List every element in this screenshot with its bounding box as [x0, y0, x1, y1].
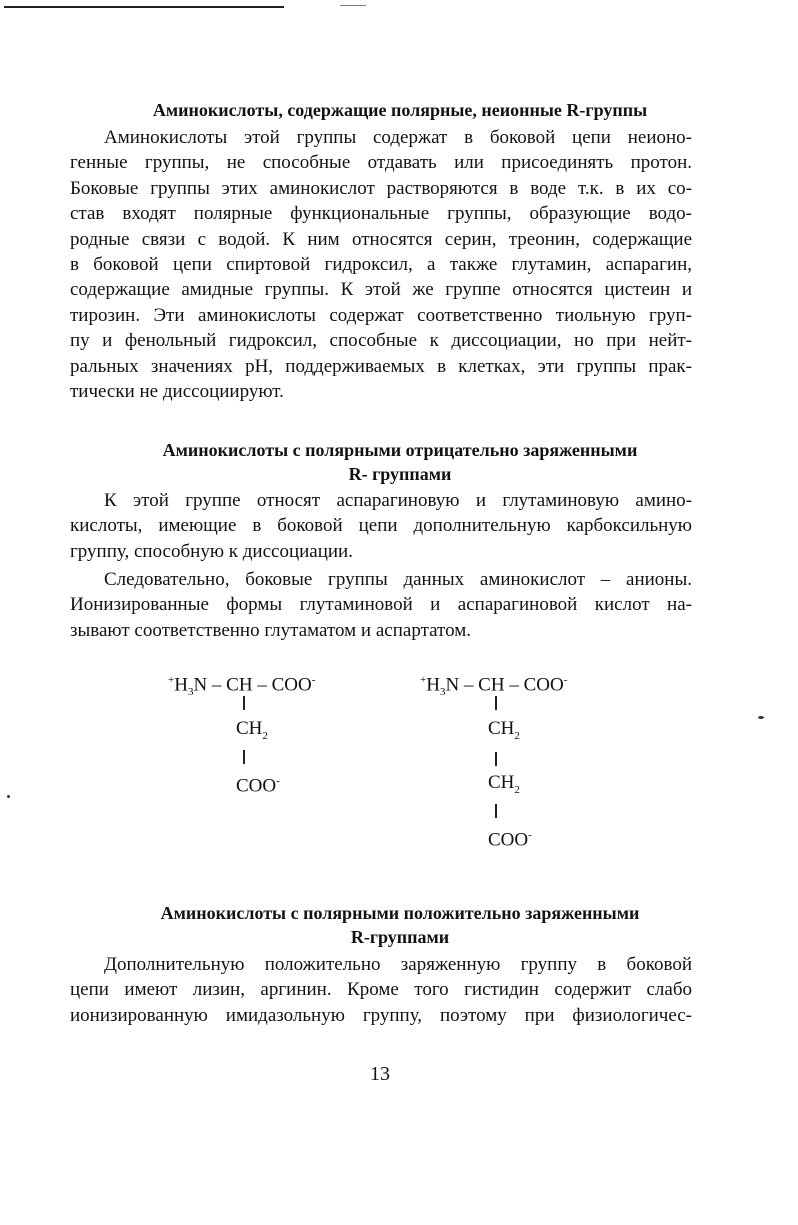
scan-speck	[7, 795, 10, 798]
text-line: родные связи с водой. К ним относятся серин, треонин, содержащие	[70, 228, 692, 250]
page-number: 13	[370, 1063, 390, 1085]
heading-negative	[70, 438, 730, 486]
heading-line: R-группами	[350, 927, 450, 947]
text-line: группу, способную к диссоциации.	[70, 540, 353, 562]
formula-coo: COO-	[236, 775, 280, 797]
top-rule-short	[340, 5, 366, 6]
text-line: Дополнительную положительно заряженную группу в боковой	[104, 954, 692, 975]
bond-line	[243, 750, 245, 764]
text-line: в боковой цепи спиртовой гидроксил, а также глутамин, аспарагин,	[70, 253, 692, 275]
text-line: тически не диссоциируют.	[70, 380, 284, 402]
text-line: тирозин. Эти аминокислоты содержат соответственно тиольную груп-	[70, 304, 692, 326]
heading-line: R- группами	[348, 464, 452, 484]
heading-line: Аминокислоты с полярными положительно заряженными	[160, 903, 640, 923]
text-line: К этой группе относят аспарагиновую и глутаминовую амино-	[104, 490, 692, 511]
scan-speck	[758, 716, 764, 719]
bond-line	[243, 696, 245, 710]
paragraph-positive	[70, 952, 692, 1028]
heading-line: Аминокислоты с полярными отрицательно заряженными	[162, 440, 638, 460]
formula-coo: COO-	[488, 829, 532, 851]
formula-backbone: $^+H_3N$ – CH – COO-	[168, 674, 316, 699]
text-line: содержащие амидные группы. К этой же группе относятся цистеин и	[70, 279, 692, 301]
text-line: зывают соответственно глутаматом и аспартатом.	[70, 619, 472, 641]
paragraph-negative-1	[70, 488, 692, 564]
text-line: Аминокислоты этой группы содержат в боковой цепи неионо-	[104, 127, 692, 148]
text-line: Следовательно, боковые группы данных аминокислот – анионы.	[104, 569, 692, 590]
text-line: Боковые группы этих аминокислот растворяются в воде т.к. в их со-	[70, 177, 692, 199]
text-line: пу и фенольный гидроксил, способные к диссоциации, но при нейт-	[70, 330, 692, 352]
text-line: цепи имеют лизин, аргинин. Кроме того гистидин содержит слабо	[70, 979, 692, 1001]
bond-line	[495, 804, 497, 818]
text-line: кислоты, имеющие в боковой цепи дополнительную карбоксильную	[70, 515, 692, 537]
text-line: Ионизированные формы глутаминовой и аспарагиновой кислот на-	[70, 594, 692, 616]
bond-line	[495, 752, 497, 766]
top-rule	[4, 6, 284, 8]
formula-backbone: $^+H_3N$ – CH – COO-	[420, 674, 568, 699]
heading-positive	[70, 901, 730, 949]
paragraph-polar-nonionic	[70, 125, 692, 404]
formula-ch2: $CH_2$	[488, 718, 520, 742]
paragraph-negative-2	[70, 567, 692, 643]
text-line: генные группы, не способные отдавать или присоединять протон.	[70, 152, 692, 174]
formula-ch2: $CH_2$	[236, 718, 268, 742]
heading-polar-nonionic: Аминокислоты, содержащие полярные, неионные R-группы	[152, 100, 648, 120]
formula-ch2: $CH_2$	[488, 772, 520, 796]
text-line: став входят полярные функциональные группы, образующие водо-	[70, 203, 692, 225]
bond-line	[495, 696, 497, 710]
text-line: ионизированную имидазольную группу, поэтому при физиологичес-	[70, 1004, 692, 1026]
text-line: ральных значениях pH, поддерживаемых в клетках, эти группы прак-	[70, 355, 692, 377]
